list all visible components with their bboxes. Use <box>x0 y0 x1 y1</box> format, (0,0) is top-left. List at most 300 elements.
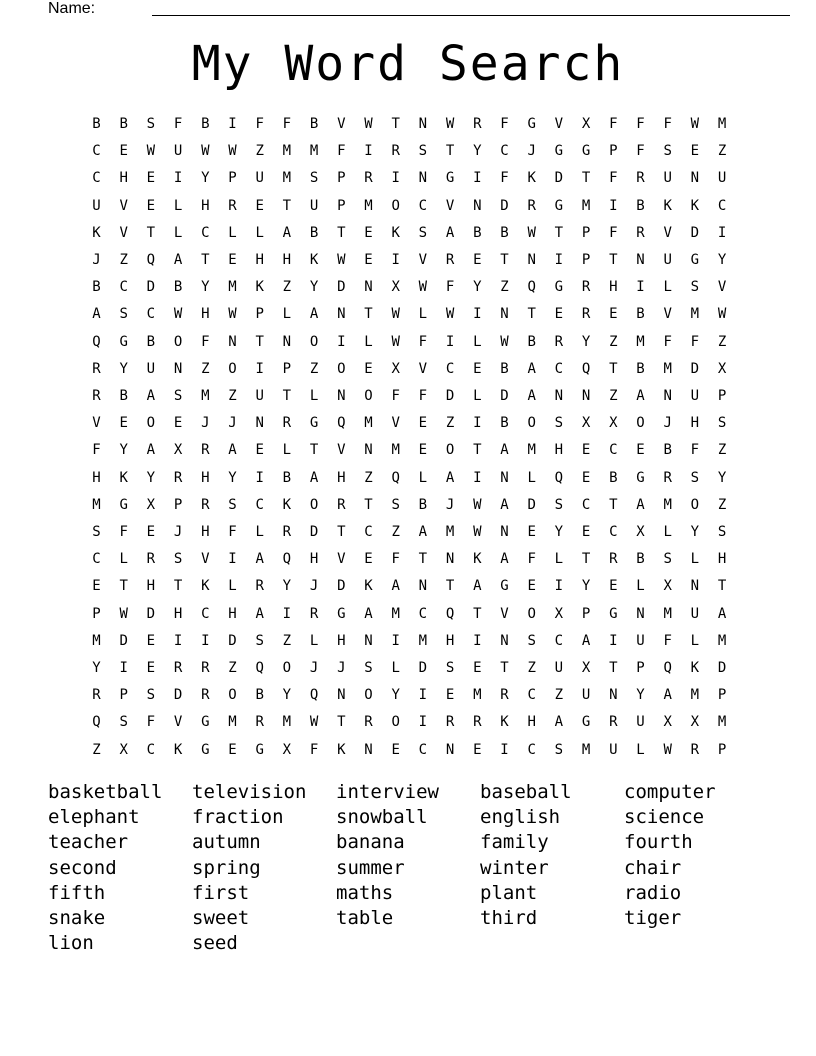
grid-letter[interactable]: G <box>201 741 210 758</box>
grid-letter[interactable]: L <box>119 551 128 568</box>
grid-letter[interactable]: A <box>445 224 455 241</box>
grid-letter[interactable]: V <box>418 252 428 268</box>
grid-letter[interactable]: D <box>228 632 237 649</box>
grid-letter[interactable]: E <box>228 741 237 758</box>
grid-letter[interactable]: T <box>391 116 400 132</box>
grid-letter[interactable]: W <box>690 116 700 132</box>
grid-letter[interactable]: G <box>636 469 645 486</box>
grid-letter[interactable]: Z <box>92 741 101 758</box>
grid-letter[interactable]: G <box>500 578 509 595</box>
grid-letter[interactable]: I <box>418 714 428 731</box>
grid-letter[interactable]: A <box>364 605 373 622</box>
grid-letter[interactable]: A <box>309 306 319 323</box>
grid-letter[interactable]: E <box>146 197 156 214</box>
grid-letter[interactable]: W <box>473 524 482 540</box>
grid-letter[interactable]: T <box>173 578 183 595</box>
grid-letter[interactable]: R <box>636 224 645 241</box>
grid-letter[interactable]: A <box>663 687 672 704</box>
grid-letter[interactable]: R <box>663 469 672 486</box>
grid-letter[interactable]: F <box>690 442 700 459</box>
grid-letter[interactable]: G <box>445 170 455 187</box>
grid-letter[interactable]: E <box>364 360 373 377</box>
grid-letter[interactable]: M <box>418 632 428 649</box>
grid-letter[interactable]: H <box>146 578 156 595</box>
grid-letter[interactable]: N <box>445 551 455 568</box>
grid-letter[interactable]: P <box>173 496 183 513</box>
grid-letter[interactable]: S <box>527 632 536 649</box>
grid-letter[interactable]: M <box>581 741 591 758</box>
grid-letter[interactable]: I <box>473 415 482 432</box>
grid-letter[interactable]: L <box>364 333 373 350</box>
grid-letter[interactable]: H <box>92 469 101 486</box>
grid-letter[interactable]: N <box>500 524 509 540</box>
grid-letter[interactable]: N <box>337 388 346 404</box>
grid-letter[interactable]: V <box>418 360 428 377</box>
grid-letter[interactable]: N <box>527 252 536 268</box>
grid-letter[interactable]: T <box>309 442 319 459</box>
grid-letter[interactable]: W <box>337 252 346 268</box>
grid-letter[interactable]: M <box>663 496 672 513</box>
grid-letter[interactable]: L <box>255 524 264 540</box>
grid-letter[interactable]: Z <box>445 415 455 432</box>
grid-letter[interactable]: F <box>391 388 400 404</box>
grid-letter[interactable]: U <box>255 170 264 187</box>
grid-letter[interactable]: X <box>173 442 183 459</box>
grid-letter[interactable]: I <box>391 252 400 268</box>
grid-letter[interactable]: Y <box>309 279 319 296</box>
grid-letter[interactable]: X <box>119 741 128 758</box>
grid-letter[interactable]: R <box>173 660 183 676</box>
grid-letter[interactable]: V <box>663 306 672 323</box>
grid-letter[interactable]: C <box>255 496 264 513</box>
grid-letter[interactable]: Z <box>500 279 509 296</box>
grid-letter[interactable]: Y <box>201 170 210 187</box>
grid-letter[interactable]: H <box>609 279 618 296</box>
grid-letter[interactable]: M <box>663 360 672 377</box>
grid-letter[interactable]: H <box>445 632 455 649</box>
grid-letter[interactable]: B <box>418 496 428 513</box>
grid-letter[interactable]: H <box>201 197 210 214</box>
grid-letter[interactable]: E <box>609 306 618 323</box>
grid-letter[interactable]: M <box>663 605 672 622</box>
grid-letter[interactable]: W <box>418 279 428 296</box>
grid-letter[interactable]: U <box>173 143 183 160</box>
grid-letter[interactable]: P <box>581 252 591 268</box>
grid-letter[interactable]: N <box>636 605 645 622</box>
grid-letter[interactable]: C <box>201 605 210 622</box>
grid-letter[interactable]: E <box>255 197 264 214</box>
grid-letter[interactable]: Z <box>309 360 319 377</box>
grid-letter[interactable]: Z <box>282 632 292 649</box>
grid-letter[interactable]: H <box>554 442 564 459</box>
grid-letter[interactable]: K <box>309 252 319 268</box>
grid-letter[interactable]: K <box>663 197 672 214</box>
grid-letter[interactable]: X <box>717 360 727 377</box>
grid-letter[interactable]: R <box>282 524 292 540</box>
grid-letter[interactable]: J <box>527 143 536 160</box>
grid-letter[interactable]: O <box>527 415 536 432</box>
grid-letter[interactable]: F <box>92 442 101 459</box>
grid-letter[interactable]: H <box>527 714 536 731</box>
grid-letter[interactable]: Y <box>391 687 400 704</box>
grid-letter[interactable]: X <box>391 279 400 296</box>
grid-letter[interactable]: K <box>173 741 183 758</box>
grid-letter[interactable]: P <box>92 605 101 622</box>
grid-letter[interactable]: M <box>282 170 292 187</box>
grid-letter[interactable]: Y <box>717 469 727 486</box>
grid-letter[interactable]: A <box>418 524 428 540</box>
grid-letter[interactable]: E <box>473 660 482 676</box>
grid-letter[interactable]: E <box>146 632 156 649</box>
grid-letter[interactable]: I <box>119 660 128 676</box>
grid-letter[interactable]: U <box>255 388 264 404</box>
grid-letter[interactable]: S <box>690 279 700 296</box>
grid-letter[interactable]: V <box>663 224 672 241</box>
grid-letter[interactable]: N <box>337 306 346 323</box>
grid-letter[interactable]: A <box>92 306 101 323</box>
grid-letter[interactable]: X <box>663 578 672 595</box>
grid-letter[interactable]: T <box>554 224 564 241</box>
grid-letter[interactable]: B <box>92 279 101 296</box>
grid-letter[interactable]: L <box>391 660 400 676</box>
grid-letter[interactable]: F <box>663 116 672 132</box>
grid-letter[interactable]: H <box>282 252 292 268</box>
grid-letter[interactable]: W <box>119 605 128 622</box>
grid-letter[interactable]: X <box>581 660 591 676</box>
grid-letter[interactable]: N <box>228 333 237 350</box>
grid-letter[interactable]: A <box>146 442 156 459</box>
grid-letter[interactable]: Z <box>717 143 727 160</box>
grid-letter[interactable]: Y <box>581 578 591 595</box>
grid-letter[interactable]: Z <box>391 524 400 540</box>
grid-letter[interactable]: C <box>92 170 101 187</box>
grid-letter[interactable]: Z <box>228 660 237 676</box>
grid-letter[interactable]: R <box>309 605 319 622</box>
grid-letter[interactable]: I <box>636 279 645 296</box>
grid-letter[interactable]: Z <box>255 143 264 160</box>
grid-letter[interactable]: O <box>364 687 373 704</box>
grid-letter[interactable]: Y <box>92 660 101 676</box>
grid-letter[interactable]: R <box>690 741 700 758</box>
grid-letter[interactable]: R <box>92 687 101 704</box>
grid-letter[interactable]: B <box>636 551 645 568</box>
grid-letter[interactable]: M <box>364 197 373 214</box>
grid-letter[interactable]: I <box>609 632 618 649</box>
grid-letter[interactable]: Q <box>92 333 101 350</box>
grid-letter[interactable]: R <box>92 388 101 404</box>
grid-letter[interactable]: I <box>173 632 183 649</box>
grid-letter[interactable]: D <box>690 224 700 241</box>
grid-letter[interactable]: F <box>636 116 645 132</box>
grid-letter[interactable]: T <box>609 660 618 676</box>
grid-letter[interactable]: B <box>500 415 509 432</box>
grid-letter[interactable]: N <box>636 252 645 268</box>
grid-letter[interactable]: E <box>554 306 564 323</box>
grid-letter[interactable]: S <box>309 170 319 187</box>
grid-letter[interactable]: H <box>201 306 210 323</box>
grid-letter[interactable]: R <box>500 687 509 704</box>
grid-letter[interactable]: E <box>391 741 400 758</box>
grid-letter[interactable]: A <box>173 252 183 268</box>
grid-letter[interactable]: K <box>92 224 101 241</box>
grid-letter[interactable]: R <box>445 714 455 731</box>
grid-letter[interactable]: R <box>364 170 373 187</box>
grid-letter[interactable]: A <box>636 496 645 513</box>
grid-letter[interactable]: M <box>201 388 210 404</box>
grid-letter[interactable]: B <box>473 224 482 241</box>
grid-letter[interactable]: T <box>609 252 618 268</box>
grid-letter[interactable]: U <box>636 714 645 731</box>
grid-letter[interactable]: L <box>554 551 564 568</box>
grid-letter[interactable]: U <box>554 660 564 676</box>
grid-letter[interactable]: R <box>282 415 292 432</box>
grid-letter[interactable]: S <box>255 632 264 649</box>
grid-letter[interactable]: M <box>636 333 645 350</box>
grid-letter[interactable]: T <box>473 442 482 459</box>
grid-letter[interactable]: X <box>581 116 591 132</box>
grid-letter[interactable]: D <box>690 360 700 377</box>
grid-letter[interactable]: G <box>581 143 591 160</box>
grid-letter[interactable]: Z <box>554 687 564 704</box>
grid-letter[interactable]: I <box>609 197 618 214</box>
grid-letter[interactable]: A <box>717 605 727 622</box>
grid-letter[interactable]: V <box>337 551 346 568</box>
grid-letter[interactable]: E <box>527 524 536 540</box>
grid-letter[interactable]: K <box>201 578 210 595</box>
grid-letter[interactable]: T <box>527 306 536 323</box>
grid-letter[interactable]: Z <box>201 360 210 377</box>
grid-letter[interactable]: L <box>636 741 645 758</box>
grid-letter[interactable]: V <box>173 714 183 731</box>
grid-letter[interactable]: B <box>309 224 319 241</box>
grid-letter[interactable]: B <box>92 116 101 132</box>
grid-letter[interactable]: X <box>609 415 618 432</box>
grid-letter[interactable]: S <box>391 496 400 513</box>
grid-letter[interactable]: T <box>337 714 346 731</box>
grid-letter[interactable]: U <box>609 741 618 758</box>
grid-letter[interactable]: M <box>717 632 727 649</box>
grid-letter[interactable]: M <box>92 496 101 513</box>
grid-letter[interactable]: R <box>473 116 482 132</box>
grid-letter[interactable]: U <box>146 360 156 377</box>
grid-letter[interactable]: A <box>500 496 509 513</box>
grid-letter[interactable]: E <box>581 524 591 540</box>
grid-letter[interactable]: C <box>527 741 536 758</box>
grid-letter[interactable]: B <box>636 197 645 214</box>
grid-letter[interactable]: V <box>717 279 727 296</box>
grid-letter[interactable]: N <box>663 388 672 404</box>
grid-letter[interactable]: F <box>663 632 672 649</box>
grid-letter[interactable]: K <box>690 197 700 214</box>
grid-letter[interactable]: D <box>500 388 509 404</box>
grid-letter[interactable]: N <box>581 388 591 404</box>
grid-letter[interactable]: F <box>119 524 128 540</box>
grid-letter[interactable]: M <box>690 687 700 704</box>
grid-letter[interactable]: C <box>146 306 156 323</box>
grid-letter[interactable]: J <box>228 415 237 432</box>
grid-letter[interactable]: A <box>282 224 292 241</box>
grid-letter[interactable]: V <box>119 224 128 241</box>
grid-letter[interactable]: V <box>119 197 128 214</box>
grid-letter[interactable]: U <box>663 170 672 187</box>
grid-letter[interactable]: D <box>527 496 536 513</box>
grid-letter[interactable]: I <box>391 632 400 649</box>
grid-letter[interactable]: D <box>418 660 428 676</box>
grid-letter[interactable]: Y <box>201 279 210 296</box>
grid-letter[interactable]: O <box>228 687 237 704</box>
grid-letter[interactable]: A <box>309 469 319 486</box>
grid-letter[interactable]: E <box>473 252 482 268</box>
grid-letter[interactable]: N <box>255 415 264 432</box>
grid-letter[interactable]: Z <box>609 333 618 350</box>
grid-letter[interactable]: G <box>554 197 564 214</box>
grid-letter[interactable]: I <box>255 360 264 377</box>
grid-letter[interactable]: N <box>500 469 509 486</box>
grid-letter[interactable]: B <box>500 360 509 377</box>
grid-letter[interactable]: V <box>554 116 564 132</box>
grid-letter[interactable]: S <box>445 660 455 676</box>
grid-letter[interactable]: R <box>228 197 237 214</box>
grid-letter[interactable]: H <box>337 632 346 649</box>
grid-letter[interactable]: H <box>717 551 727 568</box>
grid-letter[interactable]: L <box>228 578 237 595</box>
grid-letter[interactable]: T <box>119 578 128 595</box>
grid-letter[interactable]: R <box>173 469 183 486</box>
grid-letter[interactable]: E <box>690 143 700 160</box>
grid-letter[interactable]: R <box>445 252 455 268</box>
grid-letter[interactable]: F <box>146 714 156 731</box>
grid-letter[interactable]: P <box>609 143 618 160</box>
grid-letter[interactable]: U <box>309 197 319 214</box>
grid-letter[interactable]: I <box>473 632 482 649</box>
grid-letter[interactable]: Z <box>364 469 373 486</box>
grid-letter[interactable]: A <box>228 442 237 459</box>
grid-letter[interactable]: H <box>690 415 700 432</box>
grid-letter[interactable]: Y <box>119 442 128 459</box>
grid-letter[interactable]: F <box>309 741 319 758</box>
grid-letter[interactable]: Y <box>717 252 727 268</box>
grid-letter[interactable]: I <box>418 687 428 704</box>
grid-letter[interactable]: L <box>255 224 264 241</box>
grid-letter[interactable]: L <box>228 224 237 241</box>
grid-letter[interactable]: T <box>364 306 373 323</box>
grid-letter[interactable]: E <box>146 524 156 540</box>
grid-letter[interactable]: F <box>500 170 509 187</box>
grid-letter[interactable]: M <box>717 116 727 132</box>
grid-letter[interactable]: R <box>581 279 591 296</box>
grid-letter[interactable]: Q <box>255 660 264 676</box>
grid-letter[interactable]: S <box>146 687 156 704</box>
grid-letter[interactable]: O <box>228 360 237 377</box>
grid-letter[interactable]: F <box>282 116 292 132</box>
grid-letter[interactable]: P <box>717 687 727 704</box>
grid-letter[interactable]: B <box>636 360 645 377</box>
grid-letter[interactable]: K <box>473 551 482 568</box>
grid-letter[interactable]: K <box>364 578 373 595</box>
grid-letter[interactable]: R <box>201 442 210 459</box>
grid-letter[interactable]: V <box>391 415 400 432</box>
grid-letter[interactable]: N <box>364 279 373 296</box>
grid-letter[interactable]: I <box>282 605 292 622</box>
grid-letter[interactable]: C <box>201 224 210 241</box>
grid-letter[interactable]: S <box>663 143 672 160</box>
grid-letter[interactable]: W <box>391 333 400 350</box>
grid-letter[interactable]: O <box>527 605 536 622</box>
grid-letter[interactable]: M <box>473 687 482 704</box>
grid-letter[interactable]: S <box>146 116 156 132</box>
grid-letter[interactable]: D <box>554 170 564 187</box>
grid-letter[interactable]: Y <box>473 279 482 296</box>
grid-letter[interactable]: G <box>609 605 618 622</box>
grid-letter[interactable]: Y <box>473 143 482 160</box>
grid-letter[interactable]: P <box>581 605 591 622</box>
grid-letter[interactable]: W <box>391 306 400 323</box>
grid-letter[interactable]: T <box>337 524 346 540</box>
grid-letter[interactable]: T <box>500 252 509 268</box>
grid-letter[interactable]: N <box>554 388 564 404</box>
grid-letter[interactable]: V <box>92 415 101 432</box>
grid-letter[interactable]: W <box>201 143 210 160</box>
grid-letter[interactable]: F <box>337 143 346 160</box>
grid-letter[interactable]: S <box>690 469 700 486</box>
grid-letter[interactable]: N <box>364 632 373 649</box>
grid-letter[interactable]: L <box>663 279 672 296</box>
grid-letter[interactable]: N <box>500 306 509 323</box>
grid-letter[interactable]: S <box>364 660 373 676</box>
grid-letter[interactable]: S <box>554 415 564 432</box>
grid-letter[interactable]: R <box>473 714 482 731</box>
grid-letter[interactable]: Q <box>554 469 564 486</box>
grid-letter[interactable]: H <box>201 469 210 486</box>
grid-letter[interactable]: B <box>201 116 210 132</box>
grid-letter[interactable]: T <box>337 224 346 241</box>
grid-letter[interactable]: S <box>717 415 727 432</box>
grid-letter[interactable]: N <box>337 687 346 704</box>
grid-letter[interactable]: J <box>201 415 210 432</box>
grid-letter[interactable]: W <box>717 306 727 323</box>
grid-letter[interactable]: S <box>173 388 183 404</box>
grid-letter[interactable]: Q <box>581 360 591 377</box>
grid-letter[interactable]: F <box>391 551 400 568</box>
grid-letter[interactable]: P <box>337 197 346 214</box>
grid-letter[interactable]: G <box>554 143 564 160</box>
grid-letter[interactable]: C <box>364 524 373 540</box>
grid-letter[interactable]: F <box>609 170 618 187</box>
grid-letter[interactable]: J <box>309 660 319 676</box>
grid-letter[interactable]: L <box>636 578 645 595</box>
grid-letter[interactable]: O <box>282 660 292 676</box>
grid-letter[interactable]: H <box>201 524 210 540</box>
grid-letter[interactable]: M <box>228 714 237 731</box>
grid-letter[interactable]: Q <box>337 415 346 432</box>
grid-letter[interactable]: C <box>92 551 101 568</box>
grid-letter[interactable]: C <box>146 741 156 758</box>
grid-letter[interactable]: F <box>609 224 618 241</box>
grid-letter[interactable]: B <box>173 279 183 296</box>
grid-letter[interactable]: E <box>527 578 536 595</box>
grid-letter[interactable]: A <box>391 578 400 595</box>
grid-letter[interactable]: B <box>663 442 672 459</box>
grid-letter[interactable]: F <box>201 333 210 350</box>
grid-letter[interactable]: R <box>92 360 101 377</box>
grid-letter[interactable]: H <box>173 605 183 622</box>
grid-letter[interactable]: B <box>636 306 645 323</box>
grid-letter[interactable]: S <box>228 496 237 513</box>
grid-letter[interactable]: E <box>119 143 128 160</box>
grid-letter[interactable]: C <box>119 279 128 296</box>
grid-letter[interactable]: A <box>581 632 591 649</box>
grid-letter[interactable]: F <box>255 116 264 132</box>
